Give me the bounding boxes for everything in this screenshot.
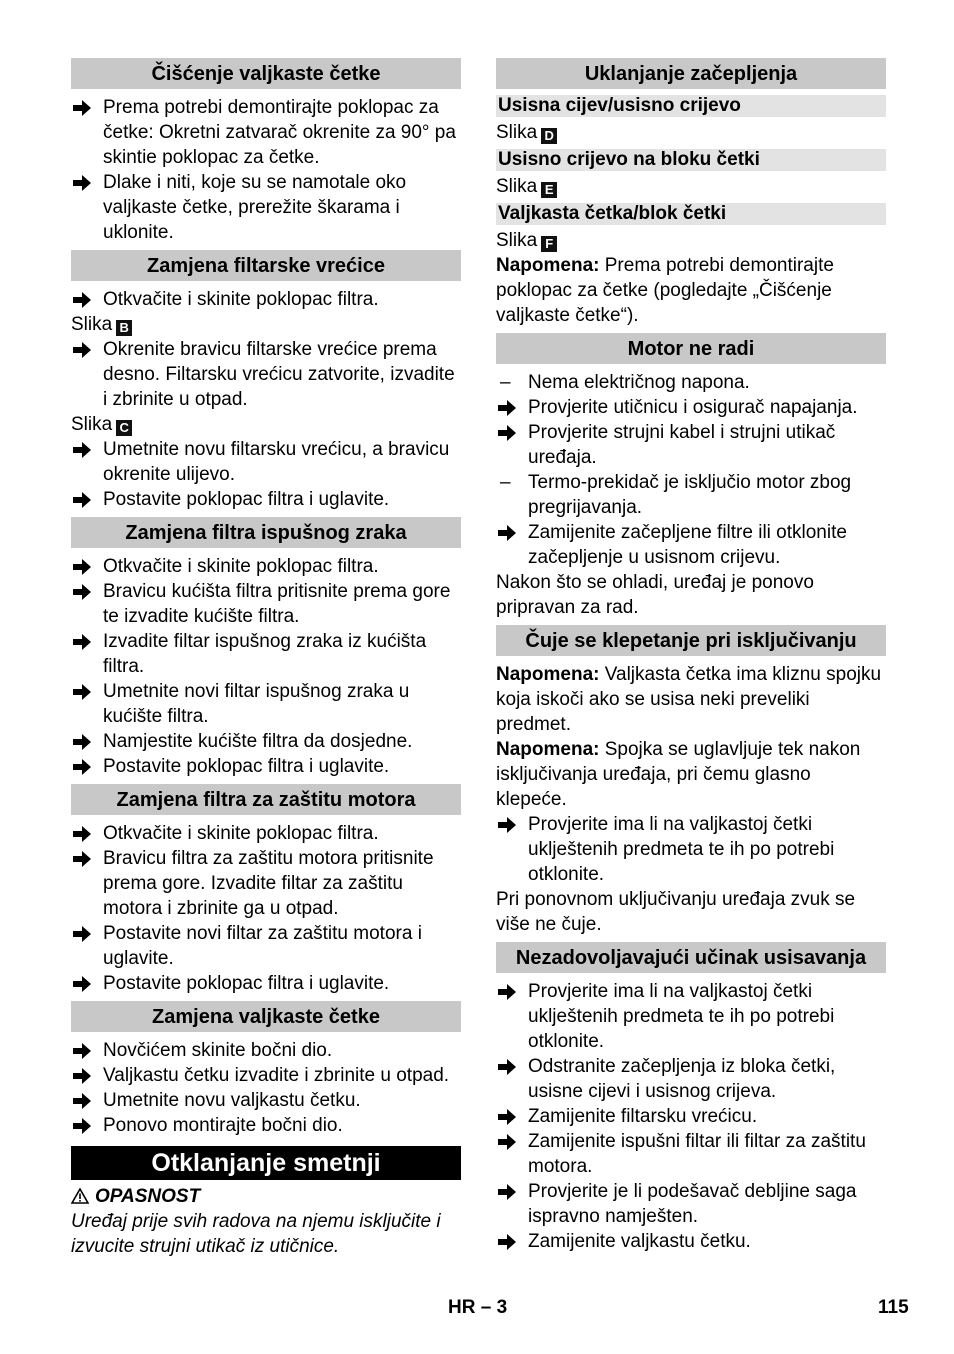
list-item: Izvadite filtar ispušnog zraka iz kućišta filtra. (71, 629, 461, 679)
arrow-right-icon (73, 437, 97, 458)
list-item: Provjerite strujni kabel i strujni utikač uređaja. (496, 420, 886, 470)
figure-letter-badge: F (541, 236, 557, 252)
list-item: Bravicu filtra za zaštitu motora pritisnite prema gore. Izvadite filtar za zaštitu motora i zbrinite ga u otpad. (71, 846, 461, 921)
list-item: Odstranite začepljenja iz bloka četki, usisne cijevi i usisnog crijeva. (496, 1054, 886, 1104)
page-number: 115 (878, 1297, 909, 1318)
dash-bullet: – (500, 472, 511, 493)
right-column (496, 58, 886, 1254)
arrow-right-icon (73, 1113, 97, 1134)
list-item: Valjkastu četku izvadite i zbrinite u otpad. (71, 1063, 461, 1088)
figure-letter-badge: E (541, 182, 557, 198)
list-item: Umetnite novi filtar ispušnog zraka u kućište filtra. (71, 679, 461, 729)
arrow-right-icon (73, 554, 97, 575)
figure-reference: Slika B (71, 312, 461, 337)
section-heading: Čišćenje valjkaste četke (71, 58, 461, 89)
section-heading: Nezadovoljavajući učinak usisavanja (496, 942, 886, 973)
arrow-right-icon (73, 921, 97, 942)
chapter-heading: Otklanjanje smetnji (71, 1146, 461, 1180)
arrow-right-icon (498, 979, 522, 1000)
page-footer-section: HR – 3 (448, 1297, 508, 1318)
arrow-right-icon (498, 420, 522, 441)
arrow-right-icon (498, 1229, 522, 1250)
note-paragraph: Napomena: Prema potrebi demontirajte poklopac za četke (pogledajte „Čišćenje valjkaste četke“). (496, 255, 834, 326)
subsection-heading: Valjkasta četka/blok četki (496, 203, 886, 225)
arrow-right-icon (73, 679, 97, 700)
list-item: Postavite poklopac filtra i uglavite. (71, 971, 461, 996)
arrow-right-icon (73, 287, 97, 308)
arrow-right-icon (73, 170, 97, 191)
arrow-right-icon (73, 846, 97, 867)
arrow-right-icon (73, 629, 97, 650)
list-item: Provjerite utičnicu i osigurač napajanja. (496, 395, 886, 420)
arrow-right-icon (498, 1104, 522, 1125)
warning-icon (71, 1188, 89, 1204)
list-item: Zamijenite filtarsku vrećicu. (496, 1104, 886, 1129)
danger-text: Uređaj prije svih radova na njemu isključite i izvucite strujni utikač iz utičnice. (71, 1211, 441, 1257)
list-item: – Termo-prekidač je isključio motor zbog pregrijavanja. (500, 472, 852, 518)
arrow-right-icon (498, 520, 522, 541)
figure-reference: Slika D (496, 120, 886, 145)
section-heading: Uklanjanje začepljenja (496, 58, 886, 89)
arrow-right-icon (498, 395, 522, 416)
arrow-right-icon (73, 337, 97, 358)
arrow-right-icon (73, 1038, 97, 1059)
list-item: Postavite novi filtar za zaštitu motora i uglavite. (71, 921, 461, 971)
section-heading: Čuje se klepetanje pri isključivanju (496, 625, 886, 656)
note-paragraph: Napomena: Valjkasta četka ima kliznu spojku koja iskoči ako se usisa neki preveliki predmet. (496, 664, 882, 735)
section-heading: Zamjena filtarske vrećice (71, 250, 461, 281)
subsection-heading: Usisna cijev/usisno crijevo (496, 95, 886, 117)
list-item: Dlake i niti, koje su se namotale oko valjkaste četke, prerežite škarama i uklonite. (71, 170, 461, 245)
left-column (71, 58, 461, 1259)
figure-reference: Slika F (496, 228, 886, 253)
list-item: Ponovo montirajte bočni dio. (71, 1113, 461, 1138)
figure-reference: Slika C (71, 412, 461, 437)
list-item: Prema potrebi demontirajte poklopac za četke: Okretni zatvarač okrenite za 90° pa skintie poklopac za četke. (71, 95, 461, 170)
section-heading: Motor ne radi (496, 333, 886, 364)
list-item: Novčićem skinite bočni dio. (71, 1038, 461, 1063)
list-item: Zamijenite valjkastu četku. (496, 1229, 886, 1254)
list-item: Namjestite kućište filtra da dosjedne. (71, 729, 461, 754)
arrow-right-icon (73, 1088, 97, 1109)
arrow-right-icon (73, 579, 97, 600)
section-heading: Zamjena valjkaste četke (71, 1001, 461, 1032)
arrow-right-icon (73, 971, 97, 992)
section-heading: Zamjena filtra ispušnog zraka (71, 517, 461, 548)
paragraph: Nakon što se ohladi, uređaj je ponovo pripravan za rad. (496, 572, 814, 618)
arrow-right-icon (498, 1054, 522, 1075)
list-item: Zamijenite začepljene filtre ili otklonite začepljenje u usisnom crijevu. (496, 520, 886, 570)
arrow-right-icon (73, 487, 97, 508)
list-item: Umetnite novu filtarsku vrećicu, a bravicu okrenite ulijevo. (71, 437, 461, 487)
list-item: Umetnite novu valjkastu četku. (71, 1088, 461, 1113)
arrow-right-icon (73, 729, 97, 750)
list-item: Provjerite je li podešavač debljine saga ispravno namješten. (496, 1179, 886, 1229)
figure-reference: Slika E (496, 174, 886, 199)
figure-letter-badge: C (116, 420, 132, 436)
arrow-right-icon (73, 1063, 97, 1084)
arrow-right-icon (73, 95, 97, 116)
list-item: Otkvačite i skinite poklopac filtra. (71, 287, 461, 312)
arrow-right-icon (498, 1129, 522, 1150)
figure-letter-badge: D (541, 128, 557, 144)
list-item: Provjerite ima li na valjkastoj četki uklještenih predmeta te ih po potrebi otklonite. (496, 812, 886, 887)
danger-label: OPASNOST (71, 1184, 461, 1209)
dash-bullet: – (500, 372, 511, 393)
list-item: Zamijenite ispušni filtar ili filtar za zaštitu motora. (496, 1129, 886, 1179)
arrow-right-icon (73, 754, 97, 775)
list-item: – Nema električnog napona. (500, 372, 750, 393)
note-paragraph: Napomena: Spojka se uglavljuje tek nakon isključivanja uređaja, pri čemu glasno klepeće. (496, 739, 861, 810)
paragraph: Pri ponovnom uključivanju uređaja zvuk se više ne čuje. (496, 889, 856, 935)
arrow-right-icon (498, 1179, 522, 1200)
list-item: Postavite poklopac filtra i uglavite. (71, 487, 461, 512)
list-item: Provjerite ima li na valjkastoj četki uklještenih predmeta te ih po potrebi otklonite. (496, 979, 886, 1054)
list-item: Okrenite bravicu filtarske vrećice prema desno. Filtarsku vrećicu zatvorite, izvadite i zbrinite u otpad. (71, 337, 461, 412)
figure-letter-badge: B (116, 320, 132, 336)
arrow-right-icon (498, 812, 522, 833)
subsection-heading: Usisno crijevo na bloku četki (496, 149, 886, 171)
arrow-right-icon (73, 821, 97, 842)
section-heading: Zamjena filtra za zaštitu motora (71, 784, 461, 815)
list-item: Bravicu kućišta filtra pritisnite prema gore te izvadite kućište filtra. (71, 579, 461, 629)
list-item: Otkvačite i skinite poklopac filtra. (71, 821, 461, 846)
list-item: Otkvačite i skinite poklopac filtra. (71, 554, 461, 579)
list-item: Postavite poklopac filtra i uglavite. (71, 754, 461, 779)
